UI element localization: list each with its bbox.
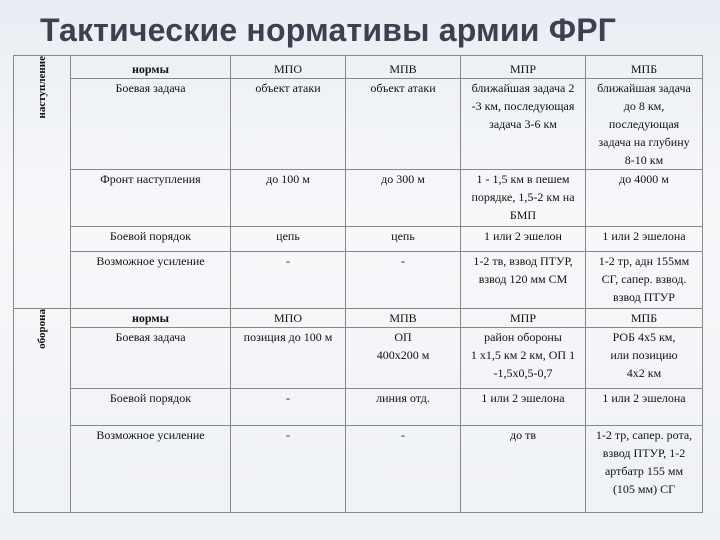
cell-line: цепь <box>276 229 300 243</box>
cell-mpo <box>231 170 346 227</box>
table-row <box>14 389 703 426</box>
cell-mpb <box>586 79 703 170</box>
cell-line: ОП <box>394 330 412 344</box>
cell-mpo <box>231 252 346 309</box>
cell-mpo <box>231 389 346 426</box>
row-label: Возможное усиление <box>71 252 231 309</box>
cell-line: артбатр 155 мм <box>604 464 684 478</box>
cell-mpv <box>346 252 461 309</box>
table-row <box>14 328 703 389</box>
cell-mpr <box>461 227 586 252</box>
cell-line: 1 или 2 эшелона <box>602 229 686 243</box>
cell-mpv <box>346 79 461 170</box>
cell-mpb <box>586 252 703 309</box>
cell-line: - <box>401 428 405 442</box>
row-label: Боевая задача <box>71 328 231 389</box>
cell-line: объект атаки <box>370 81 436 95</box>
column-header: нормы <box>71 309 231 328</box>
column-header: МПО <box>231 309 346 328</box>
row-label: Возможное усиление <box>71 426 231 513</box>
column-header: МПБ <box>586 56 703 79</box>
cell-line: задача на глубину <box>598 135 690 149</box>
section-header-row <box>14 56 703 79</box>
cell-line: задача 3-6 км <box>489 117 557 131</box>
table-row <box>14 426 703 513</box>
column-header: МПВ <box>346 309 461 328</box>
section-label: оборона <box>36 309 48 349</box>
cell-line: порядке, 1,5-2 км на <box>471 190 575 204</box>
cell-mpo <box>231 79 346 170</box>
cell-mpv <box>346 426 461 513</box>
cell-mpr <box>461 170 586 227</box>
cell-line: 8-10 км <box>624 153 664 167</box>
section-label-cell <box>14 56 71 309</box>
cell-line: взвод ПТУР <box>613 290 675 304</box>
cell-mpr <box>461 389 586 426</box>
cell-mpb <box>586 426 703 513</box>
cell-line: 1-2 тр, сапер. рота, <box>595 428 693 442</box>
column-header: МПО <box>231 56 346 79</box>
cell-line: -3 км, последующая <box>471 99 575 113</box>
cell-line: 1-2 тв, взвод ПТУР, <box>473 254 573 268</box>
cell-line: позиция до 100 м <box>243 330 333 344</box>
cell-mpb <box>586 389 703 426</box>
cell-mpo <box>231 227 346 252</box>
cell-line: -1,5х0,5-0,7 <box>493 366 553 380</box>
table-row <box>14 252 703 309</box>
column-header: МПВ <box>346 56 461 79</box>
cell-line: БМП <box>509 208 537 222</box>
cell-line: - <box>286 428 290 442</box>
cell-line: - <box>286 391 290 405</box>
cell-line: взвод 120 мм СМ <box>478 272 568 286</box>
cell-line: - <box>286 254 290 268</box>
section-header-row <box>14 309 703 328</box>
cell-line: до 8 км, <box>623 99 665 113</box>
table-row <box>14 227 703 252</box>
row-label: Боевой порядок <box>71 227 231 252</box>
cell-line: ближайшая задача 2 <box>471 81 575 95</box>
cell-line: до 4000 м <box>619 172 669 186</box>
cell-mpo <box>231 328 346 389</box>
table-row <box>14 170 703 227</box>
cell-line: или позицию <box>610 348 678 362</box>
cell-line: район обороны <box>484 330 562 344</box>
cell-mpo <box>231 426 346 513</box>
cell-line: до тв <box>509 428 536 442</box>
cell-line: цепь <box>391 229 415 243</box>
cell-line: до 100 м <box>266 172 310 186</box>
slide-title: Тактические нормативы армии ФРГ <box>40 12 617 48</box>
table-row <box>14 79 703 170</box>
cell-line: (105 мм) СГ <box>612 482 676 496</box>
column-header: МПР <box>461 309 586 328</box>
row-label: Фронт наступления <box>71 170 231 227</box>
column-header: МПБ <box>586 309 703 328</box>
cell-mpb <box>586 227 703 252</box>
cell-mpr <box>461 328 586 389</box>
cell-mpb <box>586 328 703 389</box>
cell-line: РОБ 4х5 км, <box>612 330 676 344</box>
cell-mpv <box>346 227 461 252</box>
cell-line: до 300 м <box>381 172 425 186</box>
cell-line: - <box>401 254 405 268</box>
cell-mpv <box>346 328 461 389</box>
cell-mpb <box>586 170 703 227</box>
cell-mpv <box>346 170 461 227</box>
column-header: МПР <box>461 56 586 79</box>
cell-line: СГ, сапер. взвод. <box>601 272 687 286</box>
cell-line: 4х2 км <box>626 366 662 380</box>
column-header: нормы <box>71 56 231 79</box>
row-label: Боевой порядок <box>71 389 231 426</box>
cell-line: 1-2 тр, адн 155мм <box>598 254 690 268</box>
cell-line: последующая <box>608 117 680 131</box>
cell-line: объект атаки <box>255 81 321 95</box>
cell-line: 1 - 1,5 км в пешем <box>476 172 570 186</box>
cell-line: взвод ПТУР, 1-2 <box>602 446 686 460</box>
cell-line: линия отд. <box>376 391 430 405</box>
cell-mpv <box>346 389 461 426</box>
norms-table <box>13 55 703 513</box>
cell-line: 1 х1,5 км 2 км, ОП 1 <box>470 348 576 362</box>
row-label: Боевая задача <box>71 79 231 170</box>
cell-line: 1 или 2 эшелона <box>602 391 686 405</box>
cell-mpr <box>461 79 586 170</box>
cell-line: 1 или 2 эшелон <box>484 229 562 243</box>
cell-line: 400х200 м <box>376 348 430 362</box>
cell-line: 1 или 2 эшелона <box>481 391 565 405</box>
section-label-cell <box>14 309 71 513</box>
cell-mpr <box>461 426 586 513</box>
cell-mpr <box>461 252 586 309</box>
section-label: наступление <box>36 56 48 119</box>
cell-line: ближайшая задача <box>597 81 691 95</box>
